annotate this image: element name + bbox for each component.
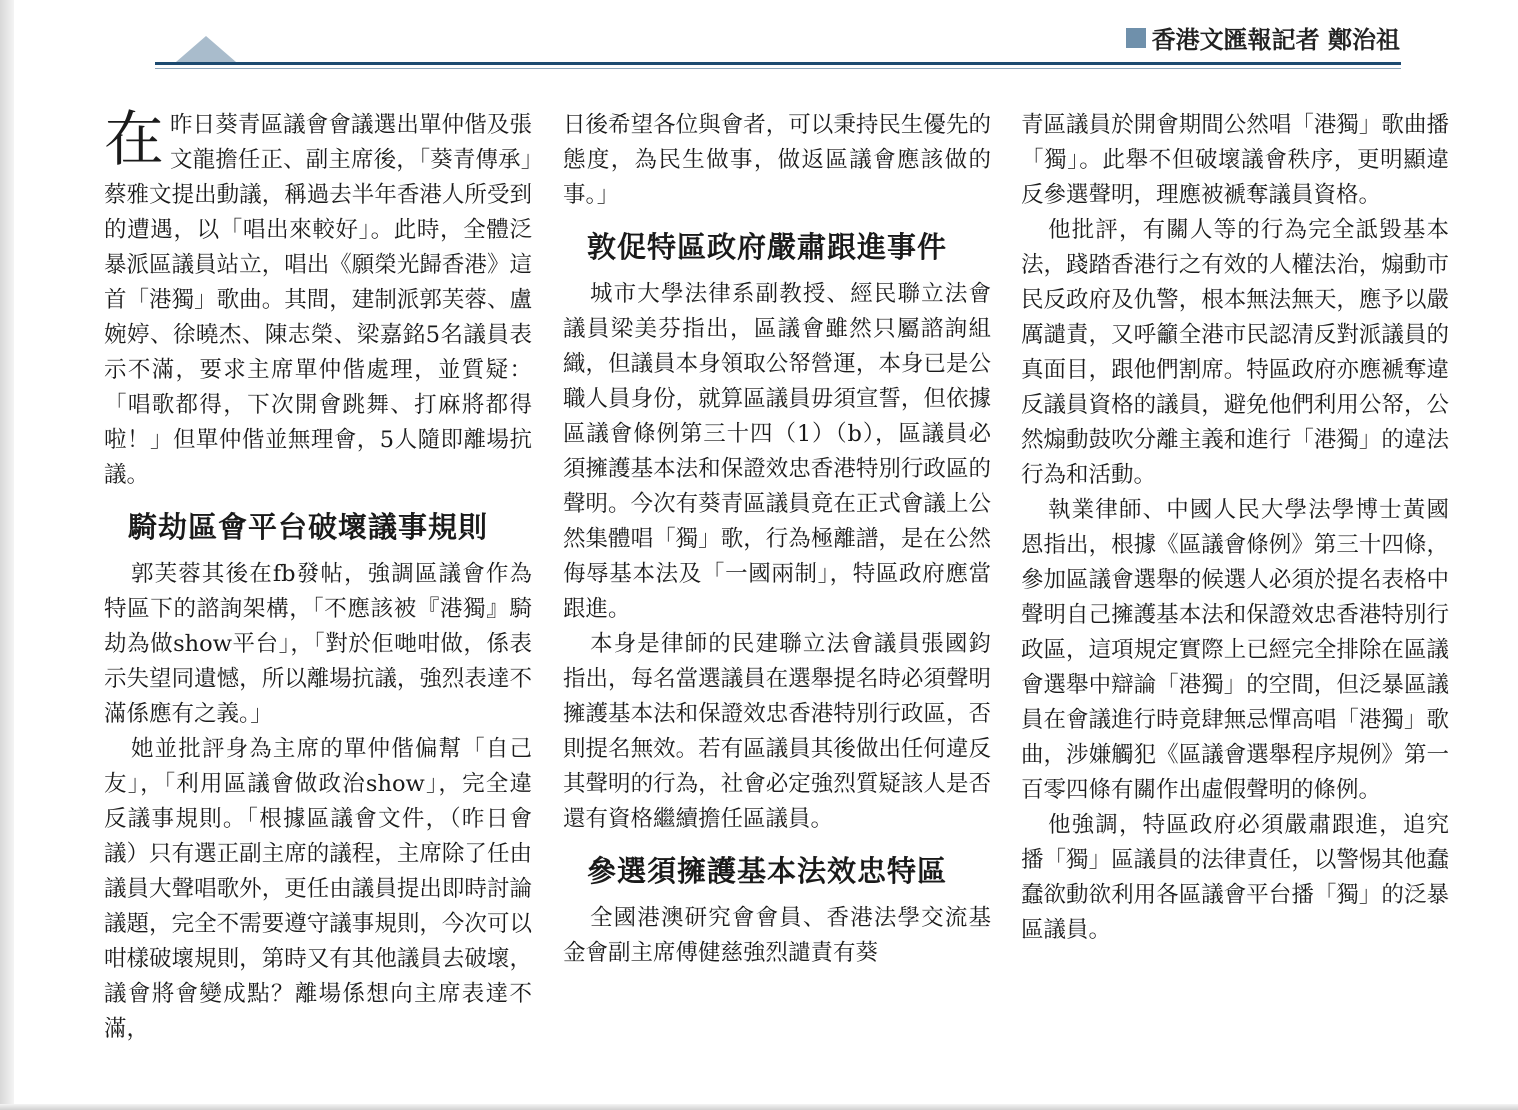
page-edge-shadow: [0, 0, 14, 1110]
subheading: 騎劫區會平台破壞議事規則: [128, 510, 489, 544]
article-column-3: [1021, 108, 1449, 948]
paragraph: 青區議員於開會期間公然唱「港獨」歌曲播「獨」。此舉不但破壞議會秩序，更明顯違反參選聲明，理應被褫奪議員資格。: [1021, 112, 1449, 208]
byline-text: 香港文匯報記者 鄭治祖: [1151, 26, 1400, 54]
header-rule-thin: [155, 68, 1401, 69]
article-column-2: [563, 108, 991, 971]
page-bottom-shadow: [0, 1104, 1518, 1110]
header-triangle-ornament: [176, 36, 236, 62]
paragraph: 她並批評身為主席的單仲偕偏幫「自己友」，「利用區議會做政治show」，完全違反議事規則。「根據區議會文件，（昨日會議）只有選正副主席的議程，主席除了任由議員大聲唱歌外，更任由議員提出即時討論議題，完全不需要遵守議事規則，今次可以咁樣破壞規則，第時又有其他議員去破壞，議會將會變成點？離場係想向主席表達不滿，: [104, 736, 532, 1042]
paragraph: 他批評，有關人等的行為完全詆毀基本法，踐踏香港行之有效的人權法治，煽動市民反政府及仇警，根本無法無天，應予以嚴厲譴責，又呼籲全港市民認清反對派議員的真面目，跟他們割席。特區政府亦應褫奪違反議員資格的議員，避免他們利用公帑，公然煽動鼓吹分離主義和進行「港獨」的違法行為和活動。: [1021, 217, 1449, 488]
subheading: 參選須擁護基本法效忠特區: [587, 854, 948, 888]
paragraph: 城市大學法律系副教授、經民聯立法會議員梁美芬指出，區議會雖然只屬諮詢組織，但議員本身領取公帑營運，本身已是公職人員身份，就算區議員毋須宣誓，但依據區議會條例第三十四（1）（b），區議員必須擁護基本法和保證效忠香港特別行政區的聲明。今次有葵青區議員竟在正式會議上公然集體唱「獨」歌，行為極離譜，是在公然侮辱基本法及「一國兩制」，特區政府應當跟進。: [563, 281, 991, 622]
dropcap: 在: [104, 105, 164, 175]
paragraph: 郭芙蓉其後在fb發帖，強調區議會作為特區下的諮詢架構，「不應該被『港獨』騎劫為做show平台」，「對於佢哋咁做，係表示失望同遺憾，所以離場抗議，強烈表達不滿係應有之義。」: [104, 561, 532, 727]
paragraph: [104, 105, 532, 493]
byline: [1126, 20, 1400, 55]
subheading: 敦促特區政府嚴肅跟進事件: [587, 230, 948, 264]
paragraph: 本身是律師的民建聯立法會議員張國鈞指出，每名當選議員在選舉提名時必須聲明擁護基本法和保證效忠香港特別行政區，否則提名無效。若有區議員其後做出任何違反其聲明的行為，社會必定強烈質疑該人是否還有資格繼續擔任區議員。: [563, 631, 991, 832]
paragraph: 執業律師、中國人民大學法學博士黃國恩指出，根據《區議會條例》第三十四條，參加區議會選舉的候選人必須於提名表格中聲明自己擁護基本法和保證效忠香港特別行政區，這項規定實際上已經完全排除在區議會選舉中辯論「港獨」的空間，但泛暴區議員在會議進行時竟肆無忌憚高唱「港獨」歌曲，涉嫌觸犯《區議會選舉程序規例》第一百零四條有關作出虛假聲明的條例。: [1021, 497, 1449, 803]
paragraph: 全國港澳研究會會員、香港法學交流基金會副主席傅健慈強烈譴責有葵: [563, 905, 991, 966]
article-column-1: [104, 105, 532, 1047]
paragraph-text: 昨日葵青區議會會議選出單仲偕及張文龍擔任正、副主席後，「葵青傳承」蔡雅文提出動議，稱過去半年香港人所受到的遭遇，以「唱出來較好」。此時，全體泛暴派區議員站立，唱出《願榮光歸香港》這首「港獨」歌曲。其間，建制派郭芙蓉、盧婉婷、徐曉杰、陳志榮、梁嘉銘5名議員表示不滿，要求主席單仲偕處理，並質疑：「唱歌都得，下次開會跳舞、打麻將都得啦！」但單仲偕並無理會，5人隨即離場抗議。: [104, 112, 532, 488]
paragraph: 他強調，特區政府必須嚴肅跟進，追究播「獨」區議員的法律責任，以警惕其他蠢蠢欲動欲利用各區議會平台播「獨」的泛暴區議員。: [1021, 812, 1449, 943]
byline-square-icon: [1126, 28, 1146, 48]
paragraph: 日後希望各位與會者，可以秉持民生優先的態度，為民生做事，做返區議會應該做的事。」: [563, 112, 991, 208]
header-rule: [155, 62, 1401, 65]
